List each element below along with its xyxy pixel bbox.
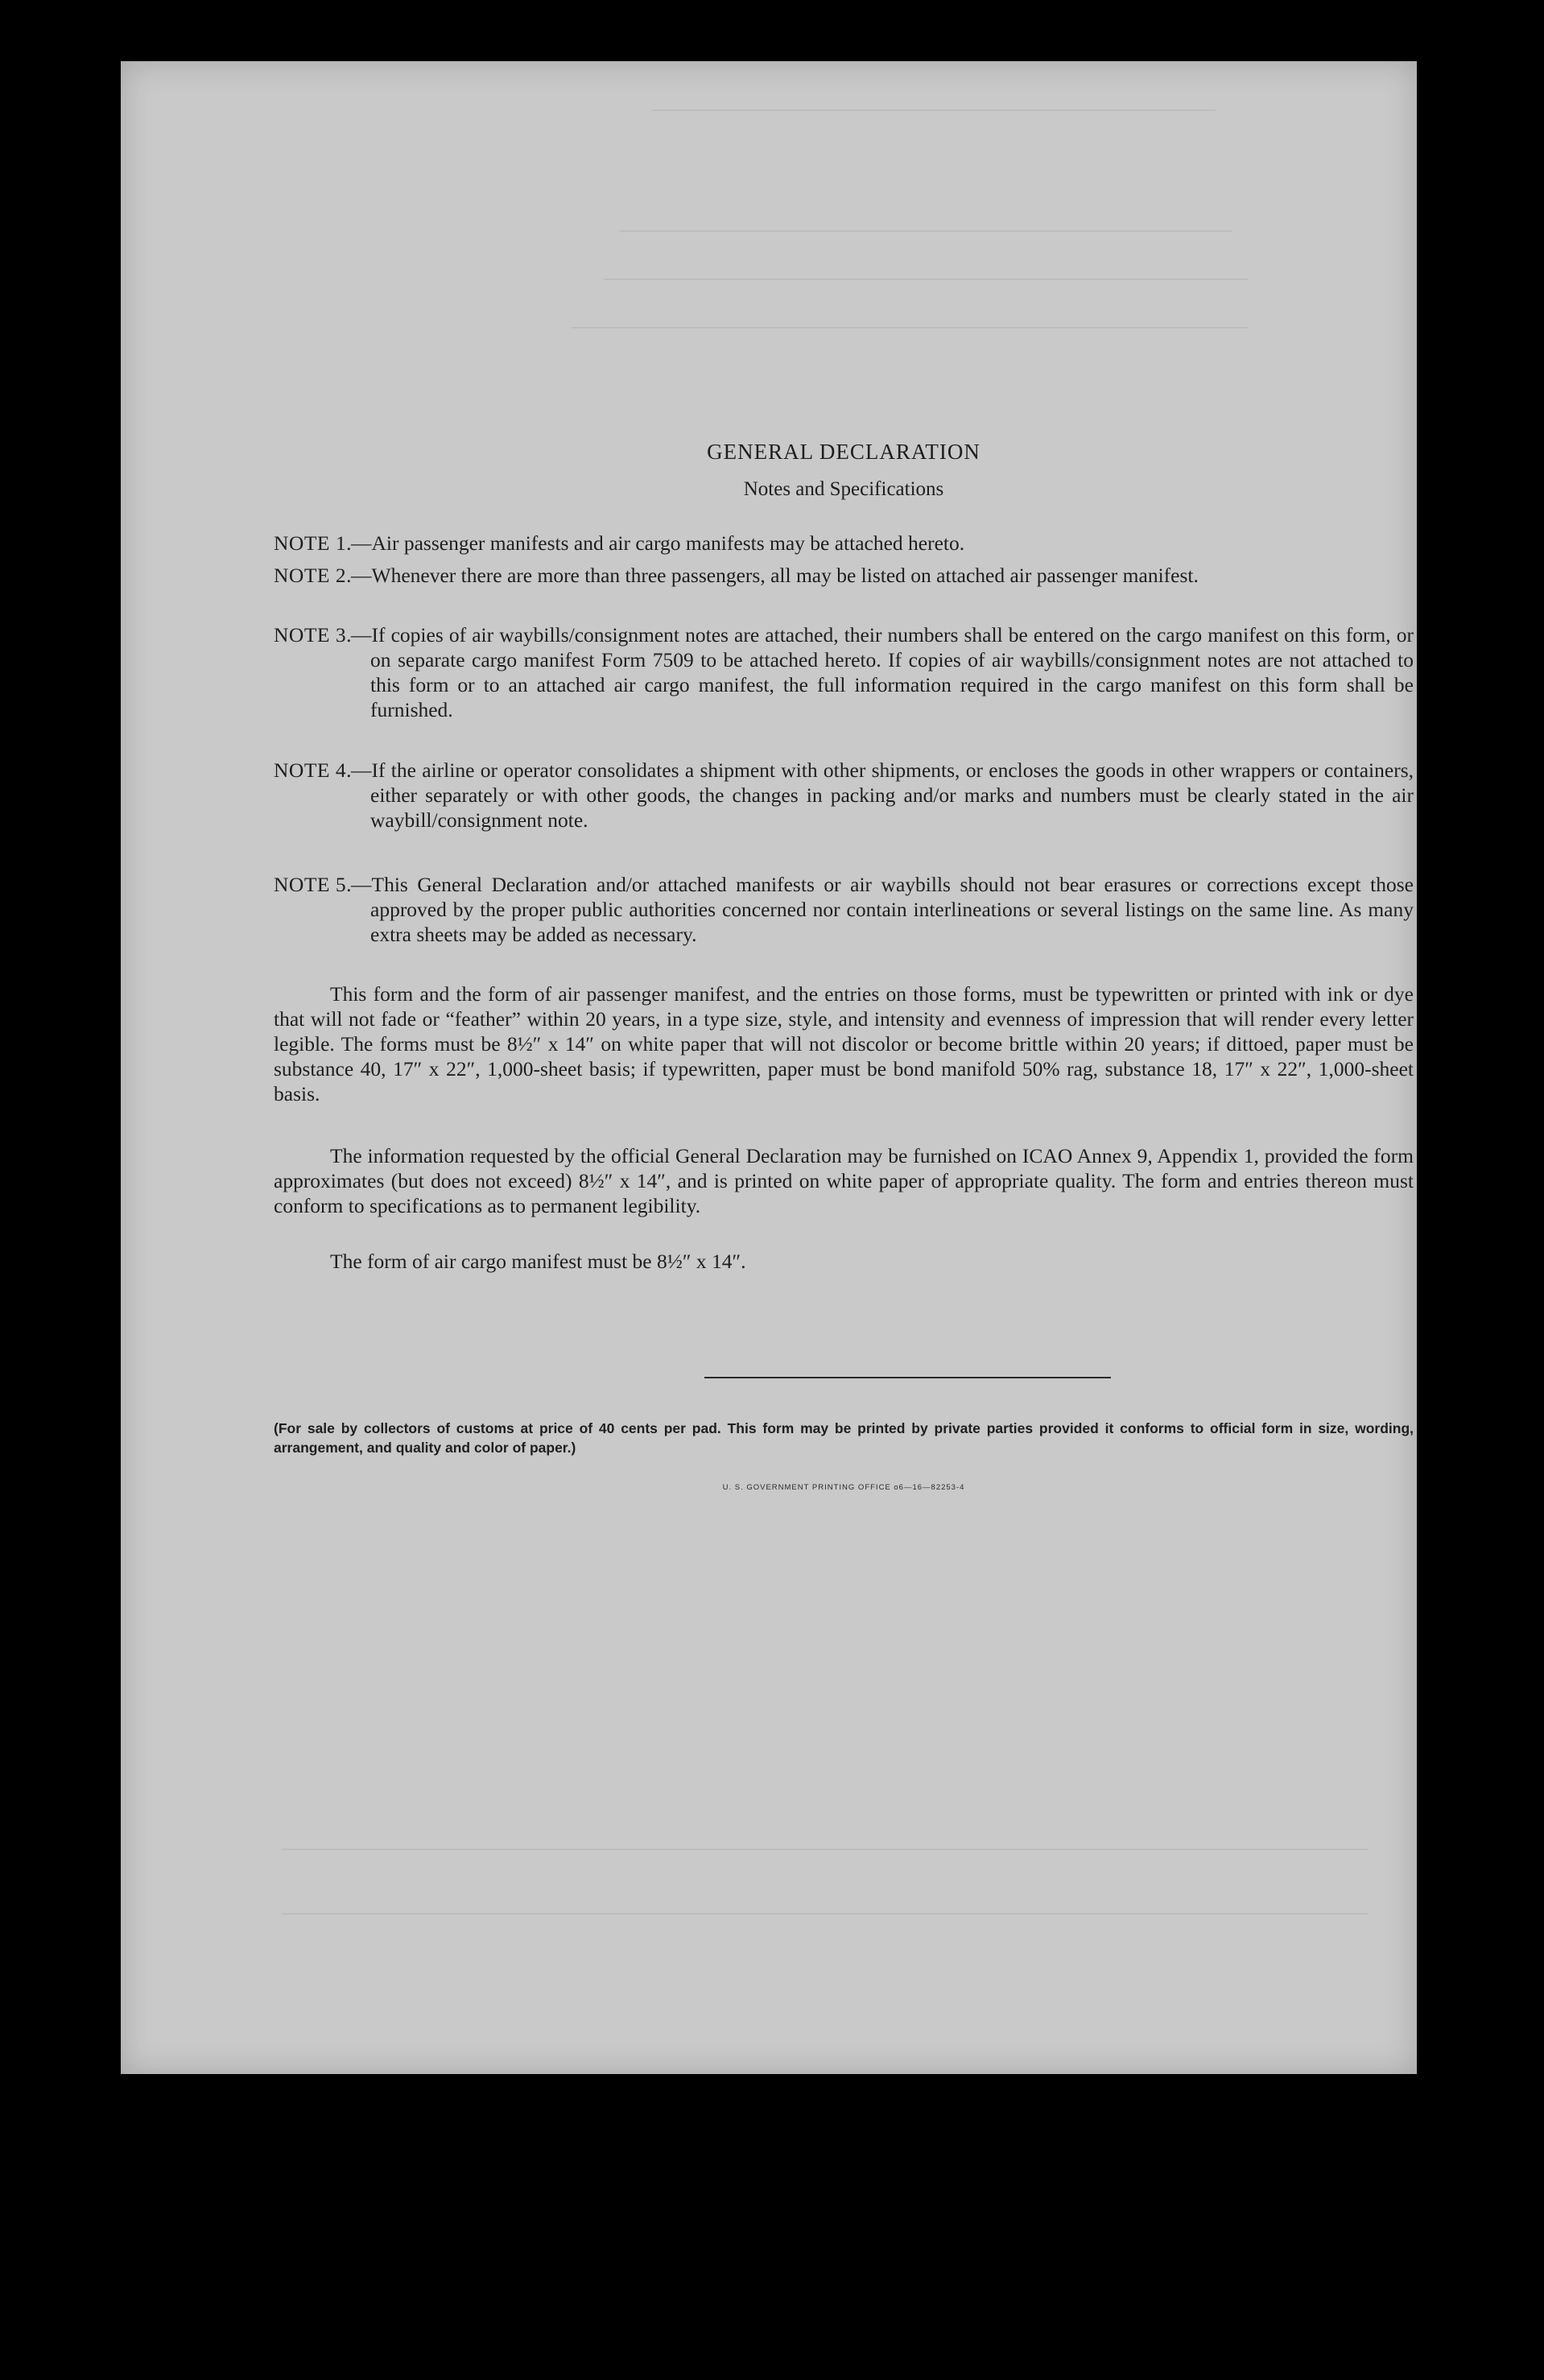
note-3 xyxy=(274,622,1414,722)
document-page xyxy=(121,61,1417,2074)
note-1 xyxy=(274,531,1414,556)
note-5 xyxy=(274,872,1414,947)
specification-paragraph: This form and the form of air passenger manifest, and the entries on those forms, must be typewritten or printed with ink or dye that will not fade or “feather” within 20 years, in a type size, style, and intensity and evenness of impression that will render every letter legible. The forms must be 8½″ x 14″ on white paper that will not discolor or become brittle within 20 years; if dittoed, paper must be substance 40, 17″ x 22″, 1,000-sheet basis; if typewritten, paper must be bond manifold 50% rag, substance 18, 17″ x 22″, 1,000-sheet basis. xyxy=(274,982,1414,1105)
note-4 xyxy=(274,758,1414,833)
bleed-through-line xyxy=(282,1849,1369,1850)
bleed-through-line xyxy=(572,327,1248,328)
sale-note: (For sale by collectors of customs at price of 40 cents per pad. This form may be printed by private parties provided it conforms to official form in size, wording, arrangement, and quality and color of paper.) xyxy=(274,1420,1414,1456)
note-label: NOTE 5. xyxy=(274,873,352,896)
note-text: —Air passenger manifests and air cargo manifests may be attached hereto. xyxy=(351,531,965,555)
note-label: NOTE 1. xyxy=(274,531,352,555)
page-title: GENERAL DECLARATION xyxy=(707,440,980,464)
note-label: NOTE 2. xyxy=(274,564,352,587)
bleed-through-line xyxy=(620,230,1232,232)
page-subtitle: Notes and Specifications xyxy=(743,478,944,500)
note-text: —If copies of air waybills/consignment notes are attached, their numbers shall be entered on the cargo manifest on this form, or on separate cargo manifest Form 7509 to be attached hereto. If copies of air waybills/consignment notes are not attached to this form or to an attached air cargo manifest, the full information required in the cargo manifest on this form shall be furnished. xyxy=(351,623,1414,721)
note-text: —Whenever there are more than three passengers, all may be listed on attached air passenger manifest. xyxy=(351,564,1199,587)
note-text: —This General Declaration and/or attached manifests or air waybills should not bear erasures or corrections except those approved by the proper public authorities concerned nor contain interlineations or several listings on the same line. As many extra sheets may be added as necessary. xyxy=(351,873,1414,946)
printer-imprint: U. S. GOVERNMENT PRINTING OFFICE o6—16—82253-4 xyxy=(722,1483,965,1492)
bleed-through-line xyxy=(282,1913,1369,1915)
bleed-through-line xyxy=(604,279,1248,280)
cargo-manifest-paragraph: The form of air cargo manifest must be 8½″ x 14″. xyxy=(330,1250,746,1273)
divider xyxy=(704,1377,1111,1378)
note-label: NOTE 4. xyxy=(274,758,352,782)
note-2 xyxy=(274,563,1414,588)
bleed-through-line xyxy=(652,109,1216,111)
note-text: —If the airline or operator consolidates a shipment with other shipments, or encloses the goods in other wrappers or containers, either separately or with other goods, the changes in packing and/or marks and numbers must be clearly stated in the air waybill/consignment note. xyxy=(351,758,1414,832)
note-label: NOTE 3. xyxy=(274,623,352,647)
icao-paragraph: The information requested by the official General Declaration may be furnished on ICAO Annex 9, Appendix 1, provided the form approximates (but does not exceed) 8½″ x 14″, and is printed on white paper of appropriate quality. The form and entries thereon must conform to specifications as to permanent legibility. xyxy=(274,1144,1414,1217)
